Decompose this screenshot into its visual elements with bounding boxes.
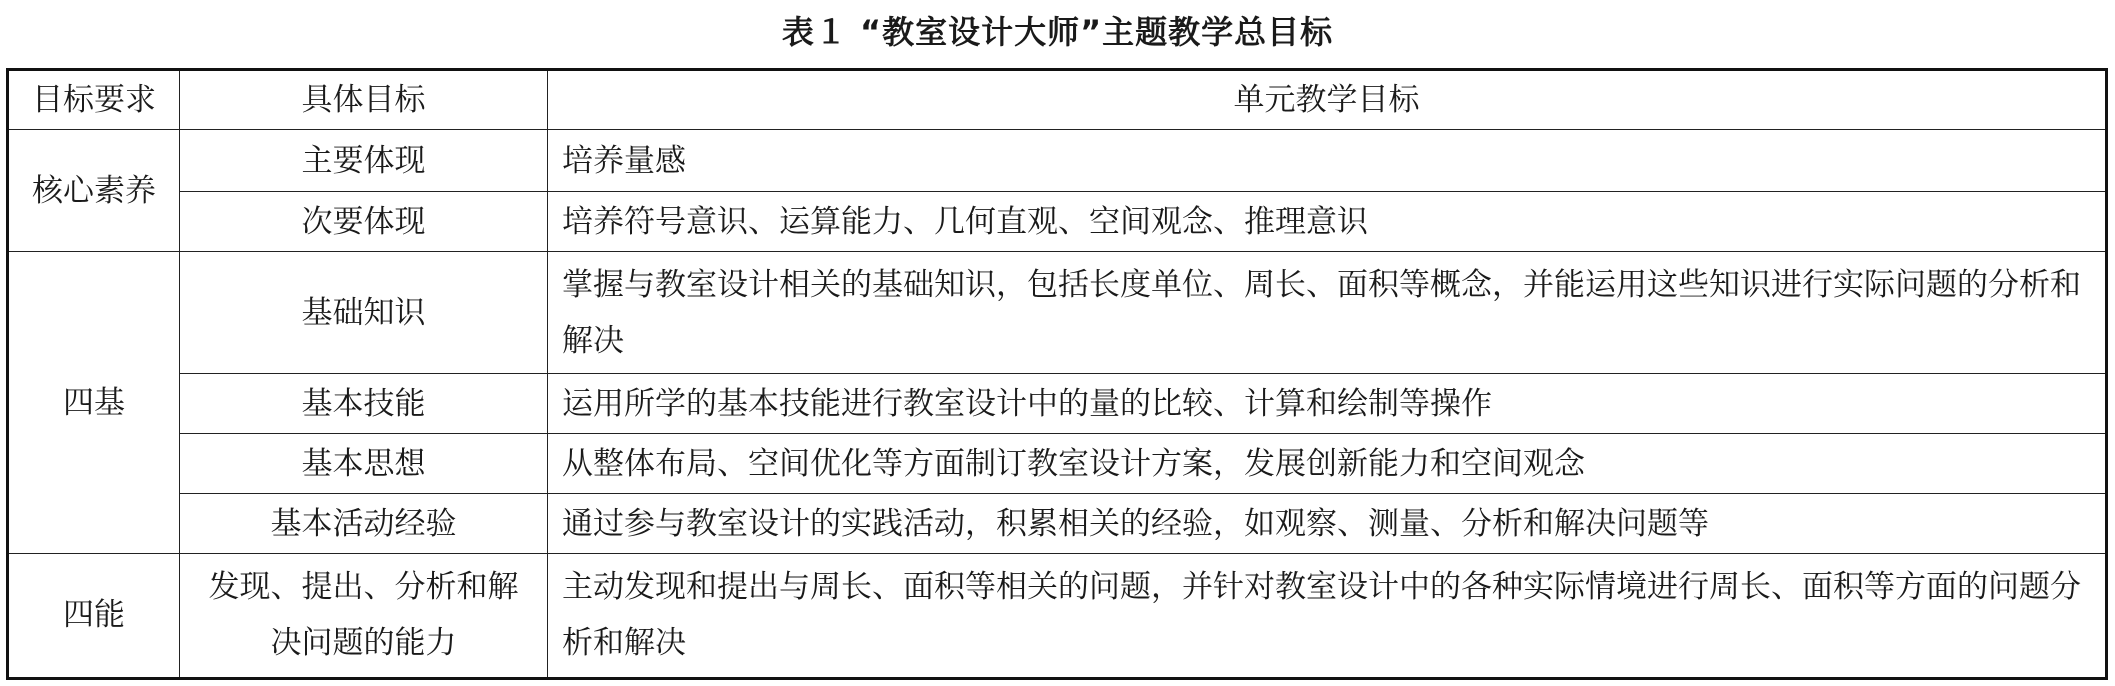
- specific-cell: 次要体现: [180, 191, 548, 251]
- table-row: [8, 374, 2107, 433]
- header-cell-requirement: 目标要求: [8, 70, 180, 130]
- specific-cell: 主要体现: [180, 130, 548, 192]
- header-cell-unit-goal: 单元教学目标: [548, 70, 2107, 130]
- header-cell-specific: 具体目标: [180, 70, 548, 130]
- specific-cell: 基本思想: [180, 433, 548, 493]
- goals-table: [6, 68, 2108, 680]
- table-row: [8, 433, 2107, 493]
- unit-goal-cell: 从整体布局、空间优化等方面制订教室设计方案，发展创新能力和空间观念: [548, 433, 2107, 493]
- specific-cell: 基本活动经验: [180, 494, 548, 553]
- requirement-cell-core-literacy: 核心素养: [8, 130, 180, 252]
- specific-cell: 基础知识: [180, 252, 548, 374]
- specific-cell: 基本技能: [180, 374, 548, 433]
- table-row: [8, 494, 2107, 553]
- table-row: [8, 553, 2107, 678]
- table-row: [8, 252, 2107, 374]
- unit-goal-cell: 运用所学的基本技能进行教室设计中的量的比较、计算和绘制等操作: [548, 374, 2107, 433]
- unit-goal-cell: 主动发现和提出与周长、面积等相关的问题，并针对教室设计中的各种实际情境进行周长、面积等方面的问题分析和解决: [548, 553, 2107, 678]
- specific-cell: 发现、提出、分析和解决问题的能力: [180, 553, 548, 678]
- table-row: [8, 191, 2107, 251]
- unit-goal-cell: 培养符号意识、运算能力、几何直观、空间观念、推理意识: [548, 191, 2107, 251]
- table-row: [8, 130, 2107, 192]
- requirement-cell-four-basics: 四基: [8, 252, 180, 553]
- unit-goal-cell: 通过参与教室设计的实践活动，积累相关的经验，如观察、测量、分析和解决问题等: [548, 494, 2107, 553]
- table-header-row: [8, 70, 2107, 130]
- requirement-cell-four-abilities: 四能: [8, 553, 180, 678]
- unit-goal-cell: 培养量感: [548, 130, 2107, 192]
- unit-goal-cell: 掌握与教室设计相关的基础知识，包括长度单位、周长、面积等概念，并能运用这些知识进行实际问题的分析和解决: [548, 252, 2107, 374]
- table-caption: 表１ “教室设计大师”主题教学总目标: [781, 13, 1334, 51]
